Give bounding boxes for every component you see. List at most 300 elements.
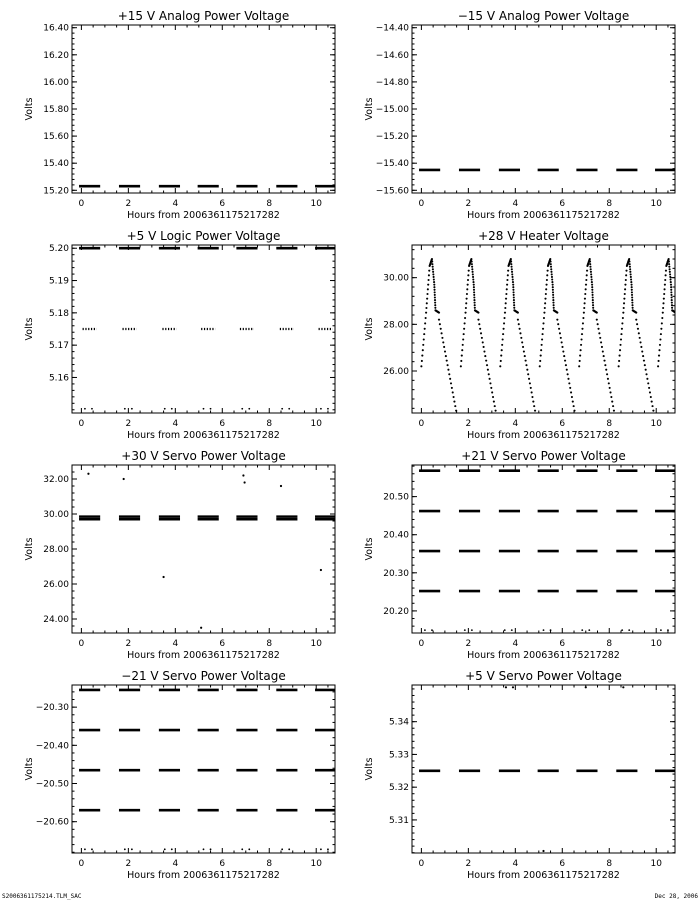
data-point [482, 341, 484, 343]
x-tick-label: 4 [512, 199, 519, 209]
data-point [603, 360, 605, 362]
data-point [421, 355, 423, 357]
data-point [606, 373, 608, 375]
data-point [670, 281, 672, 283]
y-tick-label: 26.00 [383, 367, 409, 377]
data-point [631, 296, 633, 298]
y-tick-label: 28.00 [383, 320, 409, 331]
data-point [622, 317, 624, 319]
data-point [492, 396, 494, 398]
data-point [543, 312, 545, 314]
data-point [471, 268, 473, 270]
data-point [427, 284, 429, 286]
data-point [581, 629, 583, 631]
data-point [543, 317, 545, 319]
data-point [645, 369, 647, 371]
data-point [164, 408, 166, 410]
data-point [467, 279, 469, 281]
data-point [461, 349, 463, 351]
x-tick-label: 2 [125, 199, 132, 209]
data-point [550, 266, 552, 268]
y-tick-label: 5.19 [48, 276, 69, 287]
data-point [649, 391, 651, 393]
data-point [556, 312, 558, 314]
y-tick-label: 20.40 [383, 530, 409, 541]
x-tick-label: 4 [172, 859, 179, 869]
data-point [621, 629, 623, 631]
data-point [463, 333, 465, 335]
y-tick-label: 5.31 [388, 815, 409, 826]
data-point [622, 686, 624, 688]
data-point [591, 286, 593, 288]
data-point [567, 373, 569, 375]
x-tick-label: 0 [418, 859, 425, 869]
data-point [589, 266, 591, 268]
y-axis-label: Volts [24, 97, 35, 121]
data-point [472, 273, 474, 275]
plot-frame [412, 465, 675, 633]
data-point [661, 322, 663, 324]
data-point [607, 378, 609, 380]
data-point [84, 848, 86, 850]
data-point [431, 263, 433, 265]
data-point [522, 346, 524, 348]
data-point [689, 396, 691, 398]
data-point [579, 355, 581, 357]
y-tick-label: 5.20 [48, 244, 69, 255]
data-point [452, 391, 454, 393]
data-point [511, 271, 513, 273]
data-point [581, 328, 583, 330]
data-point [527, 373, 529, 375]
data-point [423, 338, 425, 340]
data-point [584, 293, 586, 295]
data-point [600, 341, 602, 343]
x-tick-label: 10 [650, 859, 662, 869]
data-point [434, 294, 436, 296]
data-point [664, 284, 666, 286]
data-point [591, 284, 593, 286]
data-point [687, 382, 689, 384]
data-point [486, 364, 488, 366]
data-point [478, 323, 480, 325]
plot-frame [72, 25, 335, 193]
data-point [635, 319, 637, 321]
data-point [466, 288, 468, 290]
data-point [624, 288, 626, 290]
data-point [558, 328, 560, 330]
data-point [561, 341, 563, 343]
data-point [658, 349, 660, 351]
data-point [530, 387, 532, 389]
data-point [477, 312, 479, 314]
data-point [500, 355, 502, 357]
data-point [669, 278, 671, 280]
data-point [670, 289, 672, 291]
data-point [123, 478, 125, 480]
y-tick-label: −14.40 [375, 23, 409, 34]
data-point [171, 408, 173, 410]
data-point [445, 355, 447, 357]
data-point [472, 278, 474, 280]
data-point [609, 387, 611, 389]
y-tick-label: 16.20 [43, 50, 69, 61]
data-point [281, 408, 283, 410]
data-point [428, 279, 430, 281]
data-point [494, 405, 496, 407]
x-tick-label: 2 [465, 419, 472, 429]
data-point [624, 284, 626, 286]
x-tick-label: 6 [219, 859, 226, 869]
data-point [474, 307, 476, 309]
data-point [611, 401, 613, 403]
x-tick-label: 10 [650, 419, 662, 429]
plot-area [419, 686, 676, 852]
y-tick-label: 5.32 [388, 783, 409, 794]
data-point [542, 322, 544, 324]
data-point [623, 307, 625, 309]
data-point [472, 271, 474, 273]
data-point [422, 344, 424, 346]
data-point [242, 474, 244, 476]
data-point [589, 261, 591, 263]
data-point [501, 349, 503, 351]
data-point [490, 387, 492, 389]
data-point [506, 288, 508, 290]
y-tick-label: −20.50 [35, 779, 69, 790]
data-point [660, 629, 662, 631]
data-point [525, 364, 527, 366]
data-point [678, 337, 680, 339]
data-point [433, 284, 435, 286]
x-tick-label: 4 [172, 199, 179, 209]
data-point [438, 319, 440, 321]
data-point [547, 270, 549, 272]
data-point [426, 298, 428, 300]
data-point [248, 848, 250, 850]
x-tick-label: 0 [418, 199, 425, 209]
x-axis-label: Hours from 2006361175217282 [467, 870, 620, 881]
data-point [581, 333, 583, 335]
data-point [592, 299, 594, 301]
data-point [621, 328, 623, 330]
x-tick-label: 10 [310, 859, 322, 869]
data-point [640, 346, 642, 348]
x-tick-label: 10 [310, 199, 322, 209]
data-point [525, 360, 527, 362]
footer-date: Dec 28, 2006 [654, 893, 698, 900]
y-tick-label: 5.17 [48, 341, 69, 352]
data-point [171, 848, 173, 850]
data-point [210, 408, 212, 410]
data-point [432, 266, 434, 268]
data-point [645, 373, 647, 375]
y-axis-label: Volts [364, 537, 375, 561]
data-point [623, 302, 625, 304]
data-point [433, 276, 435, 278]
x-tick-label: 0 [418, 639, 425, 649]
data-point [603, 355, 605, 357]
data-point [610, 396, 612, 398]
data-point [432, 268, 434, 270]
data-point [431, 258, 433, 260]
data-point [584, 298, 586, 300]
data-point [544, 302, 546, 304]
data-point [124, 848, 126, 850]
data-point [605, 369, 607, 371]
chart-panel-7 [24, 669, 336, 881]
data-point [550, 268, 552, 270]
data-point [425, 317, 427, 319]
data-point [670, 291, 672, 293]
data-point [646, 378, 648, 380]
x-axis-label: Hours from 2006361175217282 [467, 430, 620, 441]
data-point [552, 289, 554, 291]
data-point [552, 296, 554, 298]
data-point [511, 266, 513, 268]
y-axis-label: Volts [364, 757, 375, 781]
chart-title: +28 V Heater Voltage [478, 229, 609, 243]
data-point [550, 271, 552, 273]
data-point [501, 344, 503, 346]
data-point [455, 410, 457, 412]
data-point [662, 307, 664, 309]
data-point [668, 261, 670, 263]
data-point [473, 296, 475, 298]
x-tick-label: 4 [512, 859, 519, 869]
data-point [588, 629, 590, 631]
data-point [544, 298, 546, 300]
data-point [473, 284, 475, 286]
data-point [510, 261, 512, 263]
y-tick-label: 15.40 [43, 159, 69, 170]
data-point [545, 293, 547, 295]
data-point [504, 312, 506, 314]
chart-title: −21 V Servo Power Voltage [121, 669, 286, 683]
y-tick-label: −20.40 [35, 741, 69, 752]
plot-area [79, 690, 336, 850]
y-axis-label: Volts [364, 317, 375, 341]
data-point [631, 299, 633, 301]
data-point [511, 629, 513, 631]
data-point [630, 276, 632, 278]
data-point [625, 279, 627, 281]
data-point [552, 284, 554, 286]
data-point [531, 391, 533, 393]
data-point [503, 322, 505, 324]
data-point [659, 344, 661, 346]
data-point [512, 289, 514, 291]
data-point [467, 284, 469, 286]
x-tick-label: 2 [125, 859, 132, 869]
data-point [688, 391, 690, 393]
data-point [553, 307, 555, 309]
data-point [552, 302, 554, 304]
data-point [589, 258, 591, 260]
data-point [541, 344, 543, 346]
data-point [591, 291, 593, 293]
data-point [668, 263, 670, 265]
data-point [676, 328, 678, 330]
data-point [464, 629, 466, 631]
data-point [612, 405, 614, 407]
data-point [488, 373, 490, 375]
data-point [434, 291, 436, 293]
data-point [471, 261, 473, 263]
x-tick-label: 4 [512, 419, 519, 429]
data-point [638, 332, 640, 334]
data-point [463, 328, 465, 330]
data-point [681, 350, 683, 352]
data-point [513, 299, 515, 301]
data-point [592, 307, 594, 309]
x-tick-label: 0 [78, 199, 85, 209]
data-point [441, 337, 443, 339]
data-point [553, 304, 555, 306]
data-point [578, 365, 580, 367]
data-point [568, 382, 570, 384]
y-tick-label: 32.00 [43, 475, 69, 485]
y-tick-label: 28.00 [43, 545, 69, 555]
x-tick-label: 8 [266, 419, 273, 429]
x-tick-label: 8 [606, 859, 613, 869]
data-point [661, 317, 663, 319]
x-tick-label: 10 [650, 639, 662, 649]
data-point [461, 355, 463, 357]
data-point [512, 686, 514, 688]
data-point [683, 364, 685, 366]
data-point [676, 323, 678, 325]
data-point [464, 317, 466, 319]
x-tick-label: 2 [125, 639, 132, 649]
data-point [428, 270, 430, 272]
data-point [586, 270, 588, 272]
x-tick-label: 10 [310, 639, 322, 649]
data-point [479, 328, 481, 330]
y-tick-label: 26.00 [43, 580, 69, 590]
data-point [618, 360, 620, 362]
data-point [200, 627, 202, 629]
y-tick-label: −14.80 [375, 77, 409, 88]
data-point [164, 848, 166, 850]
data-point [539, 360, 541, 362]
data-point [241, 408, 243, 410]
data-point [580, 349, 582, 351]
data-point [422, 349, 424, 351]
data-point [131, 848, 133, 850]
data-point [664, 288, 666, 290]
chart-panel-3 [24, 229, 336, 441]
data-point [499, 365, 501, 367]
data-point [631, 304, 633, 306]
data-point [203, 408, 205, 410]
data-point [609, 391, 611, 393]
data-point [131, 408, 133, 410]
data-point [433, 286, 435, 288]
x-tick-label: 6 [559, 859, 566, 869]
data-point [520, 337, 522, 339]
data-point [631, 291, 633, 293]
x-tick-label: 8 [606, 199, 613, 209]
data-point [619, 355, 621, 357]
data-point [622, 312, 624, 314]
x-tick-label: 8 [606, 639, 613, 649]
chart-panel-1 [24, 9, 336, 221]
data-point [542, 328, 544, 330]
data-point [624, 293, 626, 295]
data-point [549, 261, 551, 263]
data-point [433, 278, 435, 280]
plot-frame [412, 685, 675, 853]
x-tick-label: 2 [465, 859, 472, 869]
data-point [471, 266, 473, 268]
data-point [563, 355, 565, 357]
data-point [480, 332, 482, 334]
data-point [647, 382, 649, 384]
data-point [483, 350, 485, 352]
x-tick-label: 8 [266, 639, 273, 649]
data-point [471, 263, 473, 265]
data-point [491, 391, 493, 393]
x-tick-label: 8 [606, 419, 613, 429]
data-point [512, 278, 514, 280]
data-point [426, 302, 428, 304]
data-point [433, 289, 435, 291]
data-point [450, 382, 452, 384]
data-point [451, 387, 453, 389]
data-point [671, 296, 673, 298]
data-point [671, 302, 673, 304]
data-point [433, 281, 435, 283]
data-point [639, 341, 641, 343]
data-point [448, 373, 450, 375]
y-tick-label: −15.20 [375, 132, 409, 143]
data-point [619, 344, 621, 346]
data-point [658, 360, 660, 362]
data-point [462, 344, 464, 346]
data-point [487, 369, 489, 371]
data-point [551, 278, 553, 280]
data-point [320, 569, 322, 571]
data-point [540, 349, 542, 351]
data-point [546, 284, 548, 286]
data-point [327, 408, 329, 410]
data-point [552, 291, 554, 293]
data-point [597, 328, 599, 330]
data-point [533, 405, 535, 407]
data-point [465, 302, 467, 304]
data-point [598, 332, 600, 334]
y-tick-label: 20.30 [383, 568, 409, 579]
data-point [444, 350, 446, 352]
data-point [613, 410, 615, 412]
x-tick-label: 2 [465, 199, 472, 209]
chart-title: −15 V Analog Power Voltage [457, 9, 630, 23]
data-point [671, 307, 673, 309]
y-tick-label: 30.00 [383, 273, 409, 284]
data-point [592, 304, 594, 306]
data-point [545, 288, 547, 290]
data-point [431, 629, 433, 631]
y-tick-label: 5.18 [48, 308, 69, 319]
data-point [502, 338, 504, 340]
data-point [543, 629, 545, 631]
data-point [472, 281, 474, 283]
data-point [91, 408, 93, 410]
data-point [628, 629, 630, 631]
data-point [462, 338, 464, 340]
data-point [87, 473, 89, 475]
